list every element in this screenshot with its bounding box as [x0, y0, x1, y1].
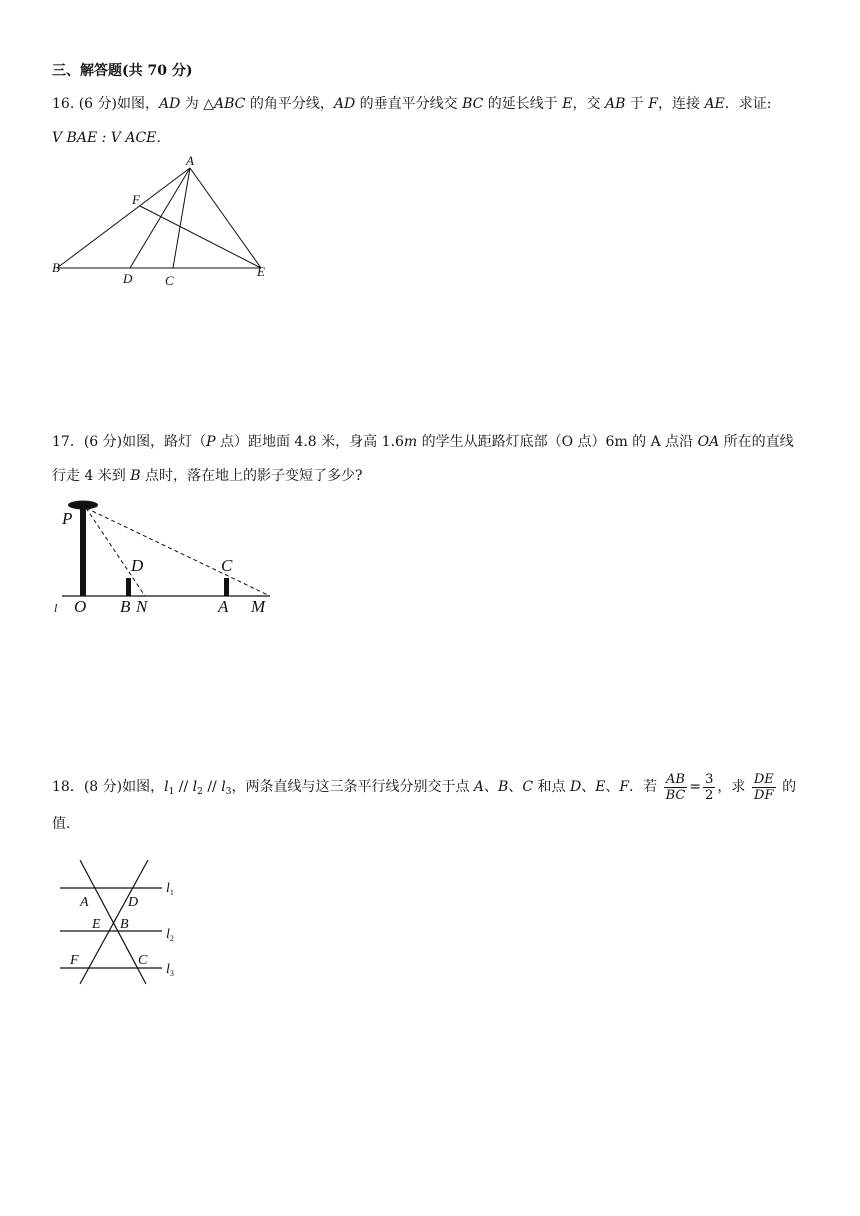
q17-streetlight-figure — [48, 494, 278, 624]
q16-var-e: E — [562, 96, 573, 112]
q18-sub-1: 1 — [168, 787, 175, 797]
label-b: B — [120, 597, 131, 616]
label-e: E — [257, 264, 265, 279]
q18-var-l3: l — [221, 779, 226, 795]
label-e: E — [92, 917, 101, 932]
label-a: A — [218, 597, 229, 616]
q17-var-oa: OA — [697, 434, 720, 450]
fraction-numerator: 3 — [705, 771, 714, 787]
q18-parallel-lines-figure — [52, 860, 192, 990]
q16-var-bc: BC — [462, 96, 484, 112]
fraction-numerator: DE — [753, 771, 774, 787]
label-b: B — [120, 917, 129, 932]
q18-sep: 、 — [581, 779, 596, 795]
q18-sep: 、 — [605, 779, 620, 795]
ray-pm — [86, 508, 270, 596]
label-d: D — [131, 556, 144, 575]
label-a: A — [186, 153, 194, 168]
q16-var-f: F — [648, 96, 658, 112]
q17-text: 行走 4 米到 — [52, 468, 131, 484]
q18-line1 — [52, 770, 796, 809]
q18-sep: 、 — [484, 779, 499, 795]
q16-text: 于 — [625, 96, 649, 112]
q16-text: ，交 — [572, 96, 605, 112]
label-l3: $l_3$ — [166, 962, 174, 978]
q18-var-l2: l — [192, 779, 198, 795]
fraction-denominator: 2 — [705, 787, 714, 803]
q18-text: ，求 — [717, 779, 750, 795]
q17-line1 — [52, 432, 794, 452]
q17-text: 所在的直线 — [719, 434, 794, 450]
fraction-denominator: BC — [665, 787, 686, 803]
q18-text: 18．(8 分)如图， — [52, 779, 165, 795]
q18-text: 和点 — [533, 779, 570, 795]
q16-var-ae: AE — [704, 96, 725, 112]
fraction-de-df — [752, 772, 776, 803]
q16-text: 为 — [180, 96, 204, 112]
q18-var-a: A — [473, 779, 485, 795]
label-l2: $l_2$ — [166, 927, 174, 943]
label-c: C — [165, 273, 174, 288]
q18-var-e: E — [595, 779, 606, 795]
q16-text: 的垂直平分线交 — [355, 96, 463, 112]
q16-var-ad: AD — [333, 96, 356, 112]
label-f: F — [70, 953, 79, 968]
q18-sep: 、 — [508, 779, 523, 795]
lamp-head — [68, 501, 98, 510]
q18-text: ，两条直线与这三条平行线分别交于点 — [231, 779, 474, 795]
q18-var-b: B — [498, 779, 509, 795]
student-at-b — [126, 578, 131, 596]
label-b: B — [52, 260, 60, 275]
q18-text: 的 — [777, 779, 797, 795]
ray-pn — [86, 508, 145, 596]
q16-var-ab: AB — [604, 96, 626, 112]
student-at-a — [224, 578, 229, 596]
q16-var-ad: AD — [159, 96, 181, 112]
label-n: N — [136, 597, 148, 616]
q16-line2: V BAE : V ACE． — [52, 130, 171, 146]
label-d: D — [128, 895, 139, 910]
q18-var-f: F — [619, 779, 630, 795]
q17-var-m: m — [403, 434, 418, 450]
q17-line2 — [52, 466, 363, 486]
fraction-numerator: AB — [664, 772, 688, 788]
q16-line1 — [52, 94, 772, 114]
fraction-3-2 — [703, 772, 715, 803]
label-l: l — [54, 601, 58, 615]
q17-text: 的学生从距路灯底部（O 点）6m 的 A 点沿 — [417, 434, 698, 450]
label-m: M — [251, 597, 266, 616]
label-a: A — [80, 895, 89, 910]
q18-sub-2: 2 — [197, 787, 203, 797]
q16-text: ．求证: — [724, 96, 772, 112]
label-p: P — [62, 509, 73, 528]
q16-triangle-figure — [48, 150, 278, 290]
q18-var-c: C — [522, 779, 534, 795]
q18-text: ．若 — [629, 779, 662, 795]
q16-number: 16. — [52, 96, 75, 112]
section-title: 三、解答题(共 70 分) — [52, 63, 193, 79]
q17-var-p: P — [206, 434, 216, 450]
q17-text: 点）距地面 4.8 米，身高 1.6 — [215, 434, 404, 450]
segment-fe — [140, 206, 261, 268]
fraction-ab-bc — [664, 772, 688, 803]
label-f: F — [132, 192, 140, 207]
segment-ba — [57, 168, 190, 268]
lamp-post — [80, 508, 86, 596]
q16-text: ，连接 — [657, 96, 705, 112]
q18-var-l1: l — [164, 779, 169, 795]
q16-var-triangle: △ABC — [203, 96, 246, 112]
q16-text: 的角平分线， — [245, 96, 334, 112]
q17-text: 点时，落在地上的影子变短了多少? — [140, 468, 363, 484]
q18-parallel: // — [174, 779, 193, 795]
q16-score: (6 分) — [78, 96, 117, 112]
q17-text: 17．(6 分)如图，路灯（ — [52, 434, 207, 450]
q18-line2: 值． — [52, 816, 80, 832]
q18-var-d: D — [569, 779, 582, 795]
q18-parallel: // — [202, 779, 222, 795]
q18-sub-3: 3 — [225, 787, 232, 797]
label-o: O — [74, 597, 87, 616]
q16-text: 的延长线于 — [483, 96, 563, 112]
q17-var-b: B — [130, 468, 141, 484]
label-d: D — [123, 271, 133, 286]
q16-text: 如图， — [117, 96, 159, 112]
label-l1: $l_1$ — [166, 881, 174, 897]
fraction-denominator: DF — [754, 787, 774, 803]
label-c: C — [221, 556, 233, 575]
segment-ae — [190, 168, 261, 268]
label-c: C — [138, 953, 148, 968]
equals-sign: = — [689, 779, 702, 795]
